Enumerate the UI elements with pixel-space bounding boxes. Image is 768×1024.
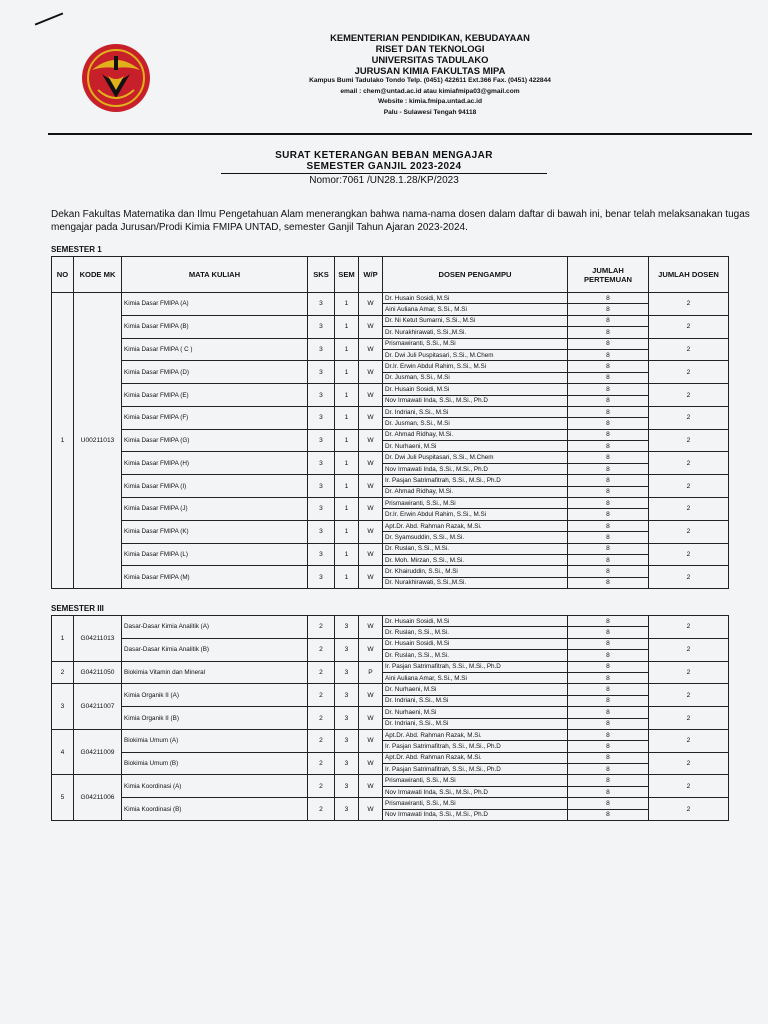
cell-jumlah-pertemuan: 8 (568, 418, 649, 429)
cell-jumlah-pertemuan: 8 (568, 293, 649, 304)
cell-mata-kuliah: Kimia Organik II (B) (122, 707, 308, 730)
cell-jumlah-pertemuan: 8 (568, 809, 649, 820)
cell-sks: 2 (308, 661, 335, 684)
cell-jumlah-pertemuan: 8 (568, 372, 649, 383)
cell-sem: 3 (335, 661, 359, 684)
cell-dosen: Ir. Pasjan Satrimafitrah, S.Si., M.Si., Ph.D (383, 475, 568, 486)
table-row (52, 475, 729, 486)
cell-dosen: Dr. Ahmad Ridhay, M.Si. (383, 486, 568, 497)
cell-jumlah-dosen: 2 (649, 661, 729, 684)
cell-sem: 1 (335, 384, 359, 407)
cell-no: 1 (52, 616, 74, 662)
cell-wp: W (359, 729, 383, 752)
cell-jumlah-dosen: 2 (649, 452, 729, 475)
cell-sem: 1 (335, 315, 359, 338)
letterhead-line: RISET DAN TEKNOLOGI (375, 43, 485, 54)
letterhead-line: UNIVERSITAS TADULAKO (371, 54, 489, 65)
cell-sem: 1 (335, 406, 359, 429)
cell-mata-kuliah: Kimia Dasar FMIPA (K) (122, 520, 308, 543)
cell-jumlah-pertemuan: 8 (568, 452, 649, 463)
cell-dosen: Nov Irmawati Inda, S.Si., M.Si., Ph.D (383, 463, 568, 474)
cell-mata-kuliah: Kimia Dasar FMIPA (H) (122, 452, 308, 475)
cell-jumlah-pertemuan: 8 (568, 441, 649, 452)
table-row (52, 729, 729, 740)
cell-jumlah-pertemuan: 8 (568, 509, 649, 520)
cell-jumlah-dosen: 2 (649, 498, 729, 521)
cell-dosen: Dr. Dwi Juli Puspitasari, S.Si., M.Chem (383, 349, 568, 360)
cell-jumlah-pertemuan: 8 (568, 729, 649, 740)
cell-jumlah-pertemuan: 8 (568, 775, 649, 786)
cell-dosen: Dr. Ni Ketut Sumarni, S.Si., M.Si (383, 315, 568, 326)
cell-jumlah-dosen: 2 (649, 429, 729, 452)
cell-sks: 2 (308, 798, 335, 821)
cell-sem: 3 (335, 616, 359, 639)
cell-wp: W (359, 406, 383, 429)
cell-wp: W (359, 775, 383, 798)
cell-wp: W (359, 616, 383, 639)
cell-dosen: Dr. Ruslan, S.Si., M.Si. (383, 650, 568, 661)
cell-no: 1 (52, 293, 74, 589)
table-row (52, 384, 729, 395)
cell-sks: 3 (308, 452, 335, 475)
cell-dosen: Dr.Ir. Erwin Abdul Rahim, S.Si., M.Si (383, 509, 568, 520)
cell-sks: 3 (308, 315, 335, 338)
cell-mata-kuliah: Kimia Dasar FMIPA ( C ) (122, 338, 308, 361)
cell-jumlah-dosen: 2 (649, 707, 729, 730)
cell-dosen: Aini Auliana Amar, S.Si., M.Si (383, 672, 568, 683)
cell-jumlah-dosen: 2 (649, 315, 729, 338)
cell-sks: 3 (308, 520, 335, 543)
table-row (52, 315, 729, 326)
letterhead-website: Website : kimia.fmipa.untad.ac.id (378, 98, 482, 105)
cell-dosen: Dr. Ruslan, S.Si., M.Si. (383, 543, 568, 554)
cell-dosen: Dr. Moh. Mirzan, S.Si., M.Si. (383, 554, 568, 565)
table-row (52, 498, 729, 509)
cell-wp: P (359, 661, 383, 684)
cell-wp: W (359, 384, 383, 407)
cell-dosen: Nov Irmawati Inda, S.Si., M.Si., Ph.D (383, 809, 568, 820)
cell-jumlah-dosen: 2 (649, 361, 729, 384)
cell-dosen: Apt.Dr. Abd. Rahman Razak, M.Si. (383, 729, 568, 740)
cell-jumlah-pertemuan: 8 (568, 361, 649, 372)
cell-jumlah-pertemuan: 8 (568, 661, 649, 672)
cell-sem: 3 (335, 752, 359, 775)
cell-dosen: Dr. Syamsuddin, S.Si., M.Si. (383, 532, 568, 543)
cell-dosen: Dr. Nurhaeni, M.Si (383, 441, 568, 452)
cell-jumlah-dosen: 2 (649, 384, 729, 407)
cell-dosen: Dr. Husain Sosidi, M.Si (383, 384, 568, 395)
table-row (52, 616, 729, 627)
cell-jumlah-pertemuan: 8 (568, 707, 649, 718)
cell-mata-kuliah: Kimia Dasar FMIPA (A) (122, 293, 308, 316)
cell-dosen: Dr. Indriani, S.Si., M.Si (383, 718, 568, 729)
cell-sem: 1 (335, 566, 359, 589)
cell-jumlah-dosen: 2 (649, 729, 729, 752)
cell-jumlah-pertemuan: 8 (568, 520, 649, 531)
letterhead-email: email : chem@untad.ac.id atau kimiafmipa03@gmail.com (340, 87, 520, 95)
cell-wp: W (359, 684, 383, 707)
table-row (52, 429, 729, 440)
cell-dosen: Nov Irmawati Inda, S.Si., M.Si., Ph.D (383, 786, 568, 797)
semester-3-table (51, 615, 729, 821)
cell-jumlah-pertemuan: 8 (568, 429, 649, 440)
cell-kode-mk: G04211009 (74, 729, 122, 775)
cell-jumlah-pertemuan: 8 (568, 406, 649, 417)
cell-mata-kuliah: Kimia Koordinasi (B) (122, 798, 308, 821)
cell-dosen: Prismawiranti, S.Si., M.Si (383, 338, 568, 349)
table-row (52, 752, 729, 763)
table-row (52, 638, 729, 649)
title-underline (221, 173, 547, 174)
cell-sem: 3 (335, 638, 359, 661)
cell-jumlah-pertemuan: 8 (568, 695, 649, 706)
table-row (52, 293, 729, 304)
cell-jumlah-pertemuan: 8 (568, 718, 649, 729)
col-header-kode: KODE MK (74, 257, 122, 293)
cell-jumlah-pertemuan: 8 (568, 475, 649, 486)
letterhead (240, 32, 620, 118)
cell-dosen: Dr. Ruslan, S.Si., M.Si. (383, 627, 568, 638)
cell-dosen: Dr. Dwi Juli Puspitasari, S.Si., M.Chem (383, 452, 568, 463)
table-row (52, 406, 729, 417)
cell-jumlah-pertemuan: 8 (568, 304, 649, 315)
cell-sks: 2 (308, 638, 335, 661)
cell-wp: W (359, 361, 383, 384)
cell-sks: 3 (308, 338, 335, 361)
cell-sks: 3 (308, 566, 335, 589)
cell-no: 4 (52, 729, 74, 775)
cell-kode-mk: U00211013 (74, 293, 122, 589)
cell-sem: 1 (335, 338, 359, 361)
cell-mata-kuliah: Kimia Dasar FMIPA (E) (122, 384, 308, 407)
cell-kode-mk: G04211007 (74, 684, 122, 730)
cell-dosen: Ir. Pasjan Satrimafitrah, S.Si., M.Si., Ph.D (383, 741, 568, 752)
cell-sks: 2 (308, 707, 335, 730)
cell-sks: 3 (308, 406, 335, 429)
cell-jumlah-dosen: 2 (649, 406, 729, 429)
cell-jumlah-dosen: 2 (649, 543, 729, 566)
cell-mata-kuliah: Kimia Dasar FMIPA (D) (122, 361, 308, 384)
cell-mata-kuliah: Kimia Dasar FMIPA (G) (122, 429, 308, 452)
cell-jumlah-dosen: 2 (649, 798, 729, 821)
col-header-jumlah-pertemuan: JUMLAH PERTEMUAN (568, 257, 649, 293)
cell-no: 3 (52, 684, 74, 730)
intro-paragraph: Dekan Fakultas Matematika dan Ilmu Pengetahuan Alam menerangkan bahwa nama-nama dosen dalam daftar di bawah ini, benar telah melaksanakan tugas mengajar pada Jurusan/Prodi Kimia FMIPA UNTAD, semester Ganjil Tahun Ajaran 2023-2024. (51, 209, 750, 233)
cell-dosen: Nov Irmawati Inda, S.Si., M.Si., Ph.D (383, 395, 568, 406)
cell-dosen: Dr. Khairuddin, S.Si., M.Si (383, 566, 568, 577)
table-row (52, 543, 729, 554)
cell-jumlah-pertemuan: 8 (568, 543, 649, 554)
cell-mata-kuliah: Kimia Koordinasi (A) (122, 775, 308, 798)
cell-sem: 3 (335, 798, 359, 821)
cell-mata-kuliah: Dasar-Dasar Kimia Analitik (A) (122, 616, 308, 639)
cell-jumlah-pertemuan: 8 (568, 395, 649, 406)
cell-jumlah-dosen: 2 (649, 520, 729, 543)
cell-sks: 3 (308, 429, 335, 452)
cell-sem: 1 (335, 475, 359, 498)
cell-dosen: Dr. Husain Sosidi, M.Si (383, 638, 568, 649)
pen-mark (35, 12, 64, 25)
cell-sks: 2 (308, 752, 335, 775)
semester-3-label: SEMESTER III (51, 604, 104, 613)
cell-sks: 3 (308, 498, 335, 521)
table-row (52, 707, 729, 718)
cell-jumlah-pertemuan: 8 (568, 327, 649, 338)
cell-sks: 2 (308, 729, 335, 752)
cell-dosen: Dr. Ahmad Ridhay, M.Si. (383, 429, 568, 440)
letterhead-address: Kampus Bumi Tadulako Tondo Telp. (0451) 422611 Ext.366 Fax. (0451) 422844 (309, 77, 551, 84)
table-row (52, 798, 729, 809)
cell-jumlah-pertemuan: 8 (568, 650, 649, 661)
cell-jumlah-pertemuan: 8 (568, 616, 649, 627)
cell-jumlah-pertemuan: 8 (568, 498, 649, 509)
semester-1-table (51, 256, 729, 589)
cell-mata-kuliah: Kimia Dasar FMIPA (B) (122, 315, 308, 338)
letterhead-line: JURUSAN KIMIA FAKULTAS MIPA (354, 65, 506, 76)
cell-sem: 1 (335, 293, 359, 316)
cell-wp: W (359, 498, 383, 521)
cell-dosen: Prismawiranti, S.Si., M.Si (383, 798, 568, 809)
cell-jumlah-pertemuan: 8 (568, 384, 649, 395)
cell-sem: 3 (335, 775, 359, 798)
cell-dosen: Dr. Indriani, S.Si., M.Si (383, 695, 568, 706)
cell-wp: W (359, 338, 383, 361)
cell-sks: 2 (308, 616, 335, 639)
title-line: SEMESTER GANJIL 2023-2024 (306, 161, 462, 172)
cell-sem: 1 (335, 543, 359, 566)
cell-jumlah-pertemuan: 8 (568, 349, 649, 360)
cell-mata-kuliah: Dasar-Dasar Kimia Analitik (B) (122, 638, 308, 661)
cell-mata-kuliah: Kimia Dasar FMIPA (I) (122, 475, 308, 498)
semester-1-label: SEMESTER 1 (51, 245, 102, 254)
letterhead-divider (48, 133, 752, 135)
cell-wp: W (359, 543, 383, 566)
document-number: Nomor:7061 /UN28.1.28/KP/2023 (309, 175, 459, 186)
cell-sks: 3 (308, 293, 335, 316)
col-header-dosen: DOSEN PENGAMPU (383, 257, 568, 293)
cell-kode-mk: G04211013 (74, 616, 122, 662)
cell-jumlah-pertemuan: 8 (568, 764, 649, 775)
cell-sem: 1 (335, 452, 359, 475)
cell-jumlah-pertemuan: 8 (568, 554, 649, 565)
cell-jumlah-pertemuan: 8 (568, 752, 649, 763)
cell-jumlah-dosen: 2 (649, 752, 729, 775)
cell-jumlah-pertemuan: 8 (568, 566, 649, 577)
cell-mata-kuliah: Kimia Dasar FMIPA (J) (122, 498, 308, 521)
cell-jumlah-dosen: 2 (649, 475, 729, 498)
university-logo-icon (78, 40, 154, 116)
cell-sem: 3 (335, 684, 359, 707)
cell-jumlah-pertemuan: 8 (568, 741, 649, 752)
col-header-mata-kuliah: MATA KULIAH (122, 257, 308, 293)
cell-sks: 3 (308, 543, 335, 566)
cell-dosen: Dr. Husain Sosidi, M.Si (383, 616, 568, 627)
cell-mata-kuliah: Kimia Dasar FMIPA (F) (122, 406, 308, 429)
cell-wp: W (359, 798, 383, 821)
cell-sks: 2 (308, 775, 335, 798)
cell-jumlah-dosen: 2 (649, 638, 729, 661)
table-row (52, 661, 729, 672)
cell-mata-kuliah: Biokimia Umum (B) (122, 752, 308, 775)
table-row (52, 566, 729, 577)
cell-sks: 3 (308, 361, 335, 384)
cell-wp: W (359, 452, 383, 475)
cell-mata-kuliah: Kimia Organik II (A) (122, 684, 308, 707)
col-header-wp: W/P (359, 257, 383, 293)
cell-jumlah-dosen: 2 (649, 684, 729, 707)
cell-dosen: Dr. Nurakhirawati, S.Si.,M.Si. (383, 577, 568, 588)
cell-dosen: Ir. Pasjan Satrimafitrah, S.Si., M.Si., Ph.D (383, 661, 568, 672)
cell-sem: 1 (335, 361, 359, 384)
cell-jumlah-pertemuan: 8 (568, 463, 649, 474)
cell-mata-kuliah: Kimia Dasar FMIPA (M) (122, 566, 308, 589)
cell-dosen: Dr. Nurhaeni, M.Si (383, 684, 568, 695)
letterhead-city: Palu - Sulawesi Tengah 94118 (383, 108, 477, 116)
cell-dosen: Dr. Jusman, S.Si., M.Si (383, 418, 568, 429)
cell-dosen: Prismawiranti, S.Si., M.Si (383, 498, 568, 509)
cell-jumlah-pertemuan: 8 (568, 627, 649, 638)
table-row (52, 775, 729, 786)
cell-dosen: Ir. Pasjan Satrimafitrah, S.Si., M.Si., Ph.D (383, 764, 568, 775)
cell-sks: 2 (308, 684, 335, 707)
table-row (52, 684, 729, 695)
cell-wp: W (359, 520, 383, 543)
cell-mata-kuliah: Kimia Dasar FMIPA (L) (122, 543, 308, 566)
cell-jumlah-pertemuan: 8 (568, 338, 649, 349)
col-header-sks: SKS (308, 257, 335, 293)
col-header-jumlah-dosen: JUMLAH DOSEN (649, 257, 729, 293)
cell-dosen: Dr. Nurakhirawati, S.Si.,M.Si. (383, 327, 568, 338)
title-line: SURAT KETERANGAN BEBAN MENGAJAR (275, 150, 493, 161)
cell-no: 5 (52, 775, 74, 821)
cell-jumlah-pertemuan: 8 (568, 532, 649, 543)
cell-no: 2 (52, 661, 74, 684)
cell-dosen: Dr. Husain Sosidi, M.Si (383, 293, 568, 304)
table-row (52, 520, 729, 531)
cell-dosen: Apt.Dr. Abd. Rahman Razak, M.Si. (383, 520, 568, 531)
table-row (52, 338, 729, 349)
cell-jumlah-dosen: 2 (649, 293, 729, 316)
cell-sem: 1 (335, 498, 359, 521)
cell-wp: W (359, 429, 383, 452)
cell-jumlah-dosen: 2 (649, 566, 729, 589)
cell-jumlah-pertemuan: 8 (568, 672, 649, 683)
col-header-no: NO (52, 257, 74, 293)
cell-wp: W (359, 566, 383, 589)
cell-mata-kuliah: Biokimia Umum (A) (122, 729, 308, 752)
cell-jumlah-pertemuan: 8 (568, 798, 649, 809)
cell-dosen: Aini Auliana Amar, S.Si., M.Si (383, 304, 568, 315)
cell-jumlah-pertemuan: 8 (568, 638, 649, 649)
cell-jumlah-dosen: 2 (649, 338, 729, 361)
letterhead-line: KEMENTERIAN PENDIDIKAN, KEBUDAYAAN (330, 32, 530, 43)
cell-wp: W (359, 707, 383, 730)
table-row (52, 452, 729, 463)
cell-mata-kuliah: Biokimia Vitamin dan Mineral (122, 661, 308, 684)
cell-sem: 1 (335, 429, 359, 452)
cell-sem: 1 (335, 520, 359, 543)
cell-wp: W (359, 638, 383, 661)
cell-jumlah-pertemuan: 8 (568, 486, 649, 497)
cell-jumlah-pertemuan: 8 (568, 684, 649, 695)
cell-sem: 3 (335, 707, 359, 730)
table-row (52, 361, 729, 372)
cell-jumlah-pertemuan: 8 (568, 577, 649, 588)
cell-dosen: Dr. Jusman, S.Si., M.Si (383, 372, 568, 383)
cell-wp: W (359, 475, 383, 498)
cell-dosen: Apt.Dr. Abd. Rahman Razak, M.Si. (383, 752, 568, 763)
document-title (0, 150, 768, 186)
cell-jumlah-dosen: 2 (649, 775, 729, 798)
cell-wp: W (359, 315, 383, 338)
cell-dosen: Dr. Indriani, S.Si., M.Si (383, 406, 568, 417)
cell-jumlah-dosen: 2 (649, 616, 729, 639)
cell-wp: W (359, 293, 383, 316)
cell-dosen: Prismawiranti, S.Si., M.Si (383, 775, 568, 786)
cell-kode-mk: G04211050 (74, 661, 122, 684)
col-header-sem: SEM (335, 257, 359, 293)
cell-sks: 3 (308, 384, 335, 407)
cell-kode-mk: G04211006 (74, 775, 122, 821)
cell-jumlah-pertemuan: 8 (568, 786, 649, 797)
cell-dosen: Dr. Nurhaeni, M.Si (383, 707, 568, 718)
cell-jumlah-pertemuan: 8 (568, 315, 649, 326)
cell-sks: 3 (308, 475, 335, 498)
cell-sem: 3 (335, 729, 359, 752)
cell-wp: W (359, 752, 383, 775)
cell-dosen: Dr.Ir. Erwin Abdul Rahim, S.Si., M.Si (383, 361, 568, 372)
